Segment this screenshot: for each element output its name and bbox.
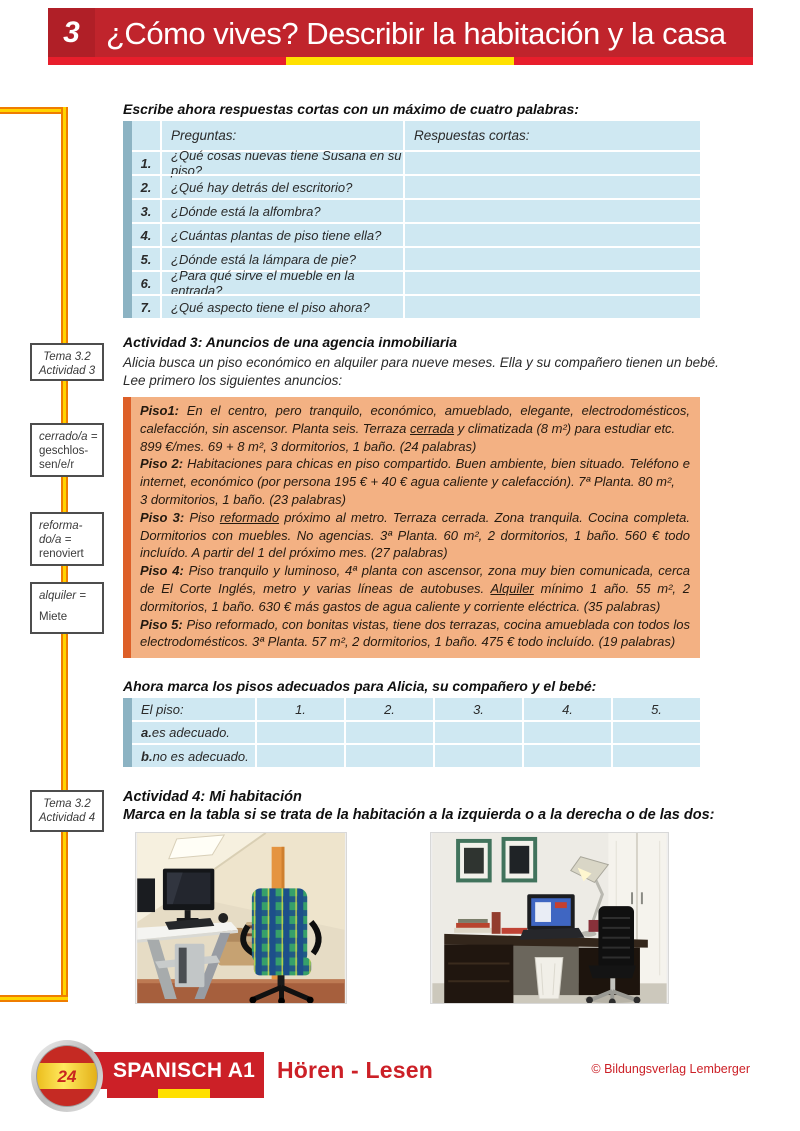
note-line: Actividad 4	[38, 812, 96, 824]
table-row	[132, 148, 700, 178]
margin-note-reformado	[30, 512, 104, 566]
respuestas-header: Respuestas cortas:	[403, 121, 700, 150]
spanish-flag-badge	[29, 1037, 105, 1115]
activity4-title: Actividad 4: Mi habitación	[123, 789, 302, 805]
ad-piso5: Piso 5: Piso reformado, con bonitas vistas, tiene dos terrazas, cocina amueblada con todos los electrodomésticos. 3ª Planta. 57 m², 2 dormitorios, 1 baño. 475 € todo incluído. (19 palabras)	[140, 616, 690, 650]
margin-line-bottom	[0, 995, 68, 1002]
table-row-adecuado	[132, 720, 700, 743]
note-line: cerrado/a =	[39, 431, 98, 443]
footer-copyright: © Bildungsverlag Lemberger	[591, 1062, 750, 1076]
activity3-title: Actividad 3: Anuncios de una agencia inmobiliaria	[123, 334, 457, 350]
mark-cell	[255, 745, 344, 767]
answer-cell	[403, 248, 700, 270]
trash-bag	[535, 958, 563, 1000]
question-text: ¿Para qué sirve el mueble en la entrada?	[160, 272, 403, 294]
left-room-photo	[135, 832, 347, 1004]
page-number: 24	[57, 1067, 77, 1086]
answer-cell	[403, 152, 700, 174]
mark-cell	[611, 722, 700, 743]
row-label	[132, 722, 255, 743]
table-left-strip	[123, 698, 132, 767]
activity3-intro-line2: Lee primero los siguientes anuncios:	[123, 373, 343, 388]
answer-cell	[403, 296, 700, 318]
pisos-marking-table	[123, 698, 700, 767]
chapter-number-box	[48, 8, 95, 57]
mark-cell	[433, 745, 522, 767]
chapter-number: 3	[63, 15, 80, 49]
margin-line-top	[0, 107, 68, 114]
footer-accent-strip	[107, 1089, 264, 1098]
num-header-cell	[132, 121, 160, 150]
right-room-photo	[430, 832, 669, 1004]
el-piso-label: El piso:	[141, 701, 184, 717]
real-estate-ads-box	[123, 397, 700, 658]
ad-piso1: Piso1: En el centro, pero tranquilo, económico, amueblado, elegante, electrodomésticos, calefacción, sin ascensor. Planta seis. Terraza cerrada y climatizada (8 m²) para estudiar etc. 899 €/mes. 69 + 8 m², 3 dormitorios, 1 baño. (24 palabras)	[140, 403, 690, 454]
answer-cell	[403, 224, 700, 246]
margin-note-tema32-act3	[30, 343, 104, 381]
row-text: no es adecuado.	[152, 748, 249, 764]
note-line: renoviert	[39, 548, 84, 560]
answer-cell	[403, 176, 700, 198]
col-4: 4.	[522, 698, 611, 720]
col-2: 2.	[344, 698, 433, 720]
mark-cell	[255, 722, 344, 743]
table-row	[132, 246, 700, 270]
question-text: ¿Dónde está la lámpara de pie?	[160, 248, 403, 270]
margin-note-cerrado	[30, 423, 104, 477]
margin-note-tema32-act4	[30, 790, 104, 832]
row-label	[132, 745, 255, 767]
table-left-strip	[123, 121, 132, 318]
row-number: 7.	[140, 299, 152, 315]
note-line: sen/e/r	[39, 459, 75, 471]
table-row	[132, 222, 700, 246]
ad-piso3: Piso 3: Piso reformado próximo al metro. Terraza cerrada. Zona tranquila. Cocina completa. Dormitorios con muebles. No agencias. 3ª Planta. 60 m², 2 dormitorios, 1 baño. 560 € todo incluído. A partir del 1 del próximo mes. (27 palabras)	[140, 509, 690, 561]
activity4-instruction: Marca en la tabla si se trata de la habitación a la izquierda o a la derecha o de las dos:	[123, 807, 715, 823]
question-text: ¿Dónde está la alfombra?	[160, 200, 403, 222]
answer-cell	[403, 200, 700, 222]
footer-series-bar: SPANISCH A1	[94, 1052, 264, 1089]
table-row	[132, 268, 700, 298]
mark-cell	[611, 745, 700, 767]
row-number: 1.	[140, 155, 152, 171]
office-room-illustration	[431, 833, 668, 1003]
preguntas-header: Preguntas:	[160, 121, 403, 150]
activity3-intro-line1: Alicia busca un piso económico en alquiler para nueve meses. Ella y su compañero tienen un bebé.	[123, 355, 719, 370]
row-number: 2.	[140, 179, 152, 195]
chapter-title: ¿Cómo vives? Describir la habitación y la casa	[106, 16, 726, 51]
row-text: es adecuado.	[151, 725, 230, 740]
framed-picture	[456, 839, 492, 882]
pencil-cup	[589, 920, 599, 932]
question-text: ¿Cuántas plantas de piso tiene ella?	[160, 224, 403, 246]
ad-piso4: Piso 4: Piso tranquilo y luminoso, 4ª planta con ascensor, zona muy bien comunicada, cerca de El Corte Inglés, metro y varias líneas de autobuses. Alquiler mínimo 1 año. 55 m², 2 dormitorios, 1 baño. 630 € más gastos de agua caliente y corriente eléctrica. (35 palabras)	[140, 563, 691, 614]
ads-box-left-strip	[123, 397, 131, 658]
col-1: 1.	[255, 698, 344, 720]
footer-accent-yellow	[158, 1089, 210, 1098]
table-row-no-adecuado	[132, 743, 700, 767]
table-header-row	[132, 698, 700, 720]
table-header-row	[132, 121, 700, 150]
exercise2-instruction: Ahora marca los pisos adecuados para Alicia, su compañero y el bebé:	[123, 678, 597, 694]
table-row	[132, 174, 700, 198]
exercise1-instruction: Escribe ahora respuestas cortas con un máximo de cuatro palabras:	[123, 101, 579, 117]
col-5: 5.	[611, 698, 700, 720]
note-line: reforma-	[39, 520, 83, 532]
question-text: ¿Qué aspecto tiene el piso ahora?	[160, 296, 403, 318]
table-row	[132, 294, 700, 318]
mark-cell	[433, 722, 522, 743]
table-row	[132, 198, 700, 222]
note-line: Actividad 3	[38, 365, 96, 377]
note-line: Miete	[39, 611, 68, 623]
row-number: 5.	[140, 251, 152, 267]
attic-room-illustration	[136, 833, 346, 1003]
mark-cell	[344, 745, 433, 767]
col-3: 3.	[433, 698, 522, 720]
row-letter: a.	[141, 725, 152, 740]
note-line: Tema 3.2	[43, 798, 91, 810]
mark-cell	[522, 722, 611, 743]
header-accent-yellow-strip	[286, 57, 514, 65]
note-line: Tema 3.2	[43, 351, 91, 363]
respuestas-table	[123, 121, 700, 318]
ad-piso2: Piso 2: Habitaciones para chicas en piso compartido. Buen ambiente, bien situado. Teléfono e internet, económico (por persona 195 € + 40 € agua caliente y calefacción). 7ª Planta. 80 m², 3 dormitorios, 1 baño. (23 palabras)	[140, 456, 690, 507]
answer-cell	[403, 272, 700, 294]
chapter-header	[48, 8, 753, 57]
row-letter: b.	[141, 748, 153, 764]
note-line: alquiler =	[39, 590, 86, 602]
note-line: do/a =	[39, 534, 72, 546]
framed-picture	[502, 837, 538, 882]
page-number-badge	[29, 1037, 105, 1120]
footer-section-label: Hören - Lesen	[277, 1057, 433, 1083]
mark-cell	[344, 722, 433, 743]
row-number: 4.	[140, 227, 152, 243]
margin-note-alquiler	[30, 582, 104, 634]
row-number: 6.	[140, 275, 152, 291]
note-line: geschlos-	[39, 445, 89, 457]
mark-cell	[522, 745, 611, 767]
question-text: ¿Qué hay detrás del escritorio?	[160, 176, 403, 198]
question-text: ¿Qué cosas nuevas tiene Susana en su piso?	[160, 152, 403, 174]
row-number: 3.	[140, 203, 152, 219]
